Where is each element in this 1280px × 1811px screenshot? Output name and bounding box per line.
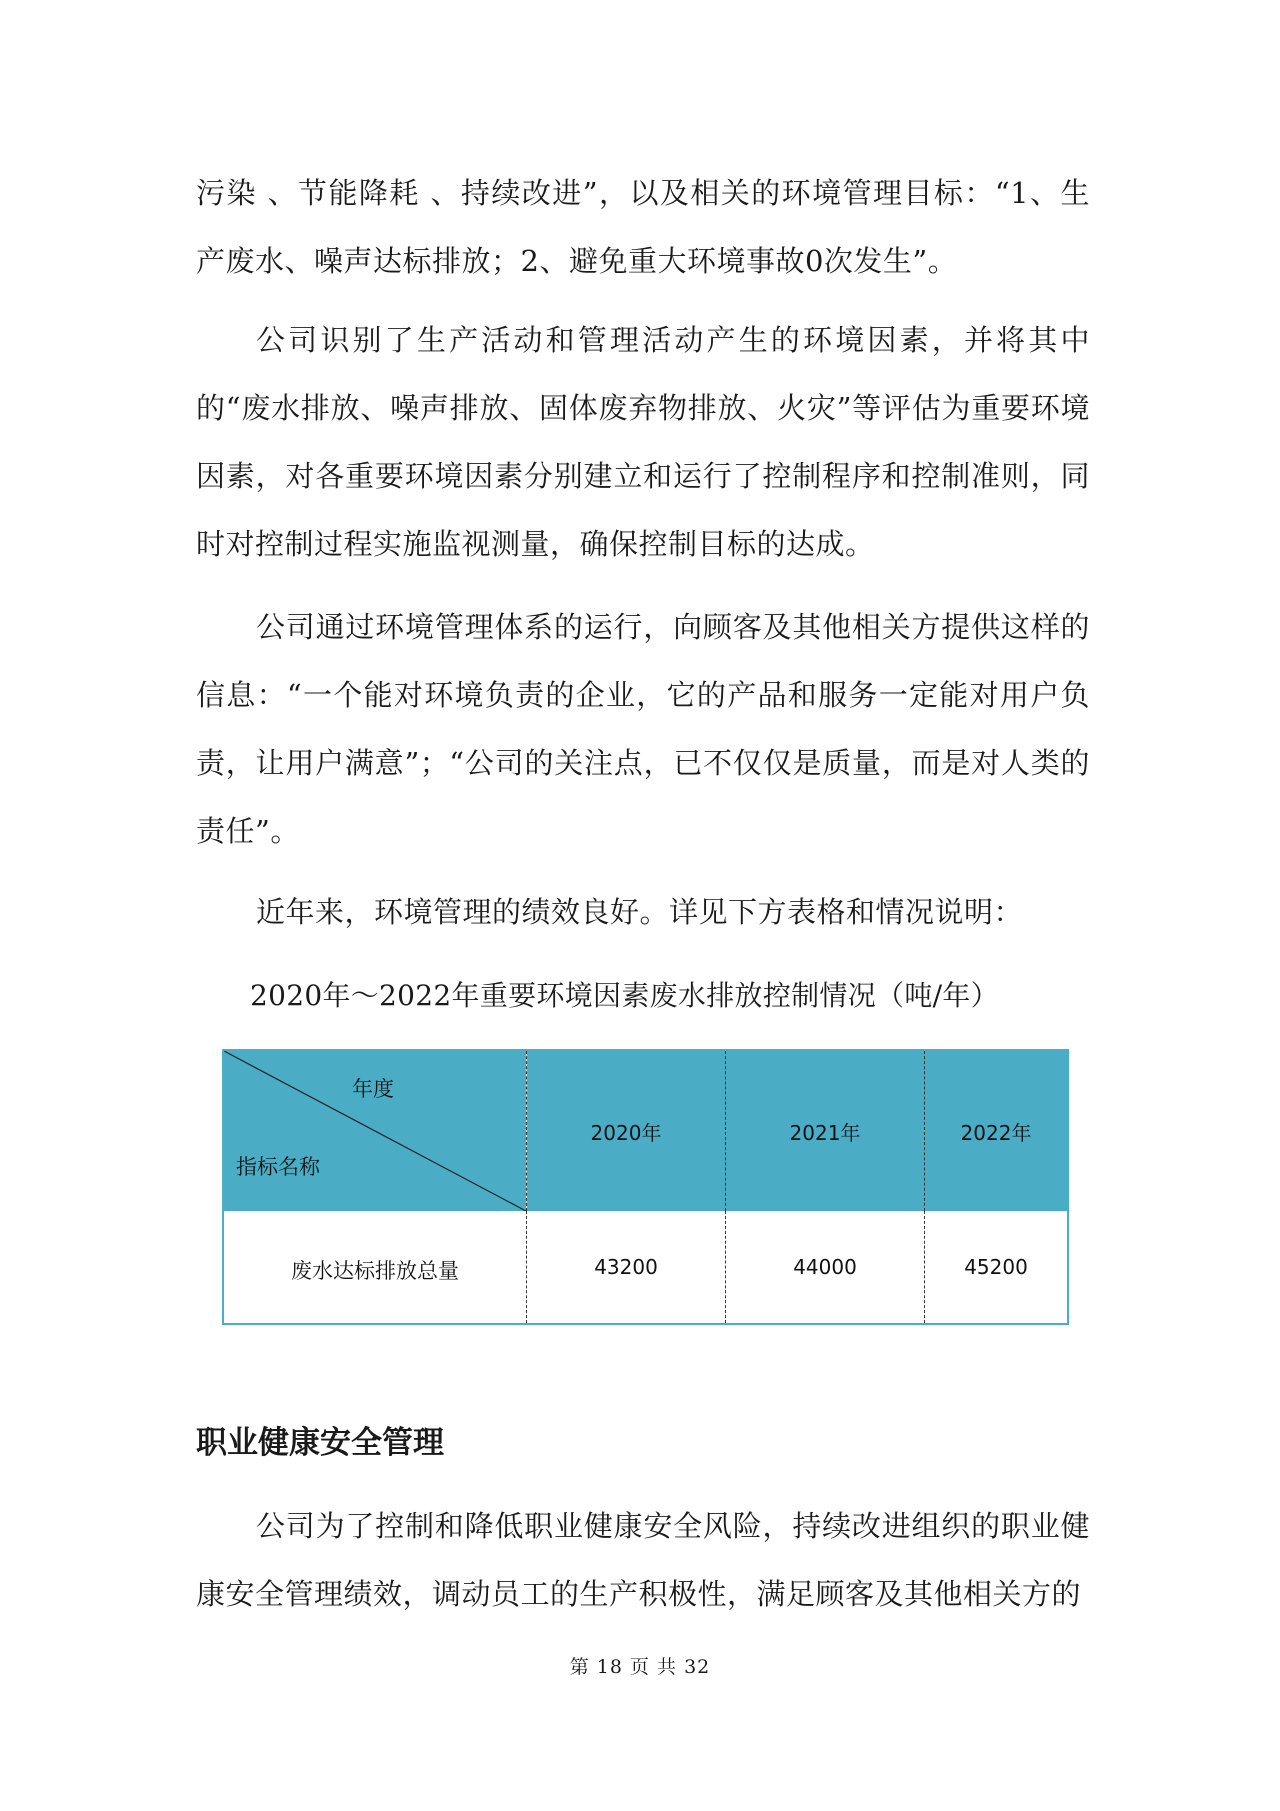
section-heading: 职业健康安全管理 <box>196 1425 444 1461</box>
header-year-2022: 2022年 <box>925 1050 1069 1211</box>
value-2021: 44000 <box>726 1211 925 1324</box>
paragraph-4: 近年来，环境管理的绩效良好。详见下方表格和情况说明： <box>256 895 1024 929</box>
paragraph-5: 公司为了控制和降低职业健康安全风险，持续改进组织的职业健康安全管理绩效，调动员工的生产积极性，满足顾客及其他相关方的 <box>196 1509 1090 1611</box>
header-year-2021: 2021年 <box>726 1050 925 1211</box>
page-footer: 第 18 页 共 32 <box>569 1656 711 1678</box>
table-header-row <box>223 1050 1068 1211</box>
paragraph-3: 公司通过环境管理体系的运行，向顾客及其他相关方提供这样的信息：“一个能对环境负责的企业，它的产品和服务一定能对用户负责，让用户满意”；“公司的关注点，已不仅仅是质量，而是对人类的责任”。 <box>196 610 1090 848</box>
paragraph-1: 污染 、节能降耗 、持续改进”，以及相关的环境管理目标：“1、生产废水、噪声达标排放；2、避免重大环境事故0次发生”。 <box>196 176 1090 278</box>
paragraph-2: 公司识别了生产活动和管理活动产生的环境因素，并将其中的“废水排放、噪声排放、固体废弃物排放、火灾”等评估为重要环境因素，对各重要环境因素分别建立和运行了控制程序和控制准则，同时对控制过程实施监视测量，确保控制目标的达成。 <box>196 323 1090 561</box>
value-2020: 43200 <box>527 1211 726 1324</box>
header-year-2020: 2020年 <box>527 1050 726 1211</box>
table-row <box>223 1211 1068 1324</box>
header-metric-label: 指标名称 <box>236 1155 320 1179</box>
value-2022: 45200 <box>925 1211 1069 1324</box>
diagonal-header-cell <box>223 1050 527 1211</box>
row-metric-name: 废水达标排放总量 <box>223 1211 527 1324</box>
wastewater-table <box>222 1049 1069 1325</box>
header-year-label: 年度 <box>352 1077 394 1101</box>
table-caption: 2020年～2022年重要环境因素废水排放控制情况（吨/年） <box>250 979 999 1012</box>
